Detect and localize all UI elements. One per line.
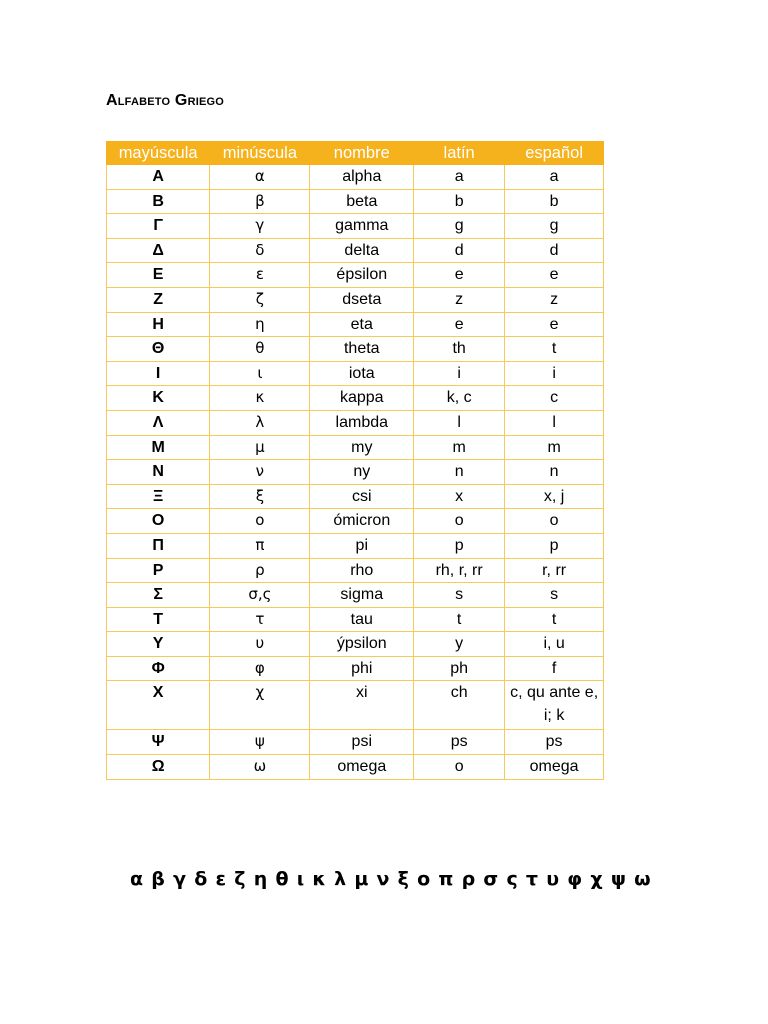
cell-nombre: sigma xyxy=(310,583,414,608)
cell-latin: m xyxy=(414,435,505,460)
cell-latin: o xyxy=(414,509,505,534)
cell-nombre: ómicron xyxy=(310,509,414,534)
cell-latin: z xyxy=(414,287,505,312)
cell-mayuscula: Α xyxy=(107,165,210,190)
cell-mayuscula: Ν xyxy=(107,460,210,485)
cell-espanol: i, u xyxy=(505,632,604,657)
cell-espanol: i xyxy=(505,361,604,386)
table-row xyxy=(107,755,604,780)
cell-mayuscula: Φ xyxy=(107,656,210,681)
cell-minuscula: ξ xyxy=(210,484,310,509)
cell-latin: ps xyxy=(414,730,505,755)
cell-minuscula: α xyxy=(210,165,310,190)
table-row xyxy=(107,361,604,386)
cell-nombre: lambda xyxy=(310,410,414,435)
cell-mayuscula: Σ xyxy=(107,583,210,608)
cell-nombre: omega xyxy=(310,755,414,780)
cell-espanol: o xyxy=(505,509,604,534)
cell-nombre: épsilon xyxy=(310,263,414,288)
table-row xyxy=(107,165,604,190)
cell-mayuscula: Τ xyxy=(107,607,210,632)
cell-latin: d xyxy=(414,238,505,263)
cell-mayuscula: Χ xyxy=(107,681,210,730)
cell-minuscula: τ xyxy=(210,607,310,632)
cell-latin: n xyxy=(414,460,505,485)
cell-nombre: tau xyxy=(310,607,414,632)
table-row xyxy=(107,484,604,509)
cell-nombre: iota xyxy=(310,361,414,386)
cell-espanol: t xyxy=(505,607,604,632)
cell-latin: th xyxy=(414,337,505,362)
cell-mayuscula: Δ xyxy=(107,238,210,263)
cell-espanol: f xyxy=(505,656,604,681)
cell-espanol: b xyxy=(505,189,604,214)
cell-nombre: pi xyxy=(310,533,414,558)
table-row xyxy=(107,632,604,657)
cell-minuscula: λ xyxy=(210,410,310,435)
cell-espanol: e xyxy=(505,263,604,288)
cell-latin: e xyxy=(414,312,505,337)
cell-espanol: e xyxy=(505,312,604,337)
cell-minuscula: σ,ς xyxy=(210,583,310,608)
table-header-row xyxy=(107,142,604,165)
cell-nombre: ýpsilon xyxy=(310,632,414,657)
cell-espanol: g xyxy=(505,214,604,239)
cell-espanol: n xyxy=(505,460,604,485)
cell-mayuscula: Ξ xyxy=(107,484,210,509)
table-row xyxy=(107,558,604,583)
lowercase-alphabet-line: α β γ δ ε ζ η θ ι κ λ μ ν ξ ο π ρ σ ς τ υ φ χ ψ ω xyxy=(130,868,651,890)
cell-latin: b xyxy=(414,189,505,214)
cell-espanol: z xyxy=(505,287,604,312)
cell-minuscula: ν xyxy=(210,460,310,485)
cell-espanol: x, j xyxy=(505,484,604,509)
cell-mayuscula: Λ xyxy=(107,410,210,435)
cell-mayuscula: Κ xyxy=(107,386,210,411)
cell-nombre: rho xyxy=(310,558,414,583)
cell-espanol: d xyxy=(505,238,604,263)
cell-mayuscula: Ε xyxy=(107,263,210,288)
table-row xyxy=(107,435,604,460)
cell-espanol: l xyxy=(505,410,604,435)
cell-nombre: csi xyxy=(310,484,414,509)
cell-espanol: s xyxy=(505,583,604,608)
cell-minuscula: φ xyxy=(210,656,310,681)
cell-mayuscula: Ω xyxy=(107,755,210,780)
cell-latin: x xyxy=(414,484,505,509)
cell-espanol: m xyxy=(505,435,604,460)
header-latin: latín xyxy=(414,142,505,165)
cell-latin: o xyxy=(414,755,505,780)
cell-nombre: beta xyxy=(310,189,414,214)
cell-nombre: phi xyxy=(310,656,414,681)
table-row xyxy=(107,656,604,681)
cell-espanol: ps xyxy=(505,730,604,755)
header-minuscula: minúscula xyxy=(210,142,310,165)
cell-latin: g xyxy=(414,214,505,239)
cell-mayuscula: Π xyxy=(107,533,210,558)
cell-minuscula: β xyxy=(210,189,310,214)
cell-mayuscula: Β xyxy=(107,189,210,214)
cell-latin: ph xyxy=(414,656,505,681)
cell-nombre: ny xyxy=(310,460,414,485)
table-row xyxy=(107,509,604,534)
cell-espanol: t xyxy=(505,337,604,362)
cell-latin: e xyxy=(414,263,505,288)
cell-mayuscula: Ο xyxy=(107,509,210,534)
cell-latin: k, c xyxy=(414,386,505,411)
cell-mayuscula: Γ xyxy=(107,214,210,239)
cell-minuscula: ω xyxy=(210,755,310,780)
cell-minuscula: ψ xyxy=(210,730,310,755)
cell-latin: a xyxy=(414,165,505,190)
cell-nombre: eta xyxy=(310,312,414,337)
cell-espanol: c xyxy=(505,386,604,411)
cell-nombre: alpha xyxy=(310,165,414,190)
cell-latin: s xyxy=(414,583,505,608)
cell-minuscula: ρ xyxy=(210,558,310,583)
cell-nombre: xi xyxy=(310,681,414,730)
cell-espanol: omega xyxy=(505,755,604,780)
table-row xyxy=(107,410,604,435)
cell-latin: t xyxy=(414,607,505,632)
cell-minuscula: χ xyxy=(210,681,310,730)
table-row xyxy=(107,238,604,263)
cell-latin: ch xyxy=(414,681,505,730)
cell-mayuscula: Ζ xyxy=(107,287,210,312)
cell-latin: p xyxy=(414,533,505,558)
greek-alphabet-table xyxy=(106,141,604,780)
cell-espanol: a xyxy=(505,165,604,190)
header-nombre: nombre xyxy=(310,142,414,165)
cell-espanol: r, rr xyxy=(505,558,604,583)
cell-mayuscula: Η xyxy=(107,312,210,337)
cell-latin: i xyxy=(414,361,505,386)
cell-latin: y xyxy=(414,632,505,657)
table-row xyxy=(107,263,604,288)
cell-mayuscula: Θ xyxy=(107,337,210,362)
cell-nombre: my xyxy=(310,435,414,460)
cell-minuscula: ε xyxy=(210,263,310,288)
cell-nombre: kappa xyxy=(310,386,414,411)
cell-nombre: psi xyxy=(310,730,414,755)
cell-mayuscula: Ψ xyxy=(107,730,210,755)
cell-nombre: theta xyxy=(310,337,414,362)
table-row xyxy=(107,730,604,755)
table-row xyxy=(107,607,604,632)
header-espanol: español xyxy=(505,142,604,165)
cell-minuscula: ο xyxy=(210,509,310,534)
cell-nombre: dseta xyxy=(310,287,414,312)
table-row xyxy=(107,386,604,411)
table-row xyxy=(107,681,604,730)
table-row xyxy=(107,214,604,239)
cell-mayuscula: Ι xyxy=(107,361,210,386)
cell-nombre: gamma xyxy=(310,214,414,239)
document-title: Alfabeto Griego xyxy=(106,92,225,109)
cell-minuscula: γ xyxy=(210,214,310,239)
header-mayuscula: mayúscula xyxy=(107,142,210,165)
cell-latin: l xyxy=(414,410,505,435)
cell-minuscula: π xyxy=(210,533,310,558)
cell-minuscula: δ xyxy=(210,238,310,263)
table-row xyxy=(107,533,604,558)
cell-minuscula: ζ xyxy=(210,287,310,312)
table-row xyxy=(107,287,604,312)
cell-mayuscula: Μ xyxy=(107,435,210,460)
table-body xyxy=(107,165,604,780)
cell-espanol: c, qu ante e, i; k xyxy=(505,681,604,730)
cell-minuscula: ι xyxy=(210,361,310,386)
table-row xyxy=(107,460,604,485)
table-row xyxy=(107,337,604,362)
cell-nombre: delta xyxy=(310,238,414,263)
cell-mayuscula: Υ xyxy=(107,632,210,657)
table-row xyxy=(107,312,604,337)
table-row xyxy=(107,189,604,214)
cell-minuscula: θ xyxy=(210,337,310,362)
cell-minuscula: κ xyxy=(210,386,310,411)
table-row xyxy=(107,583,604,608)
cell-espanol: p xyxy=(505,533,604,558)
cell-minuscula: υ xyxy=(210,632,310,657)
cell-mayuscula: Ρ xyxy=(107,558,210,583)
cell-latin: rh, r, rr xyxy=(414,558,505,583)
cell-minuscula: μ xyxy=(210,435,310,460)
cell-minuscula: η xyxy=(210,312,310,337)
